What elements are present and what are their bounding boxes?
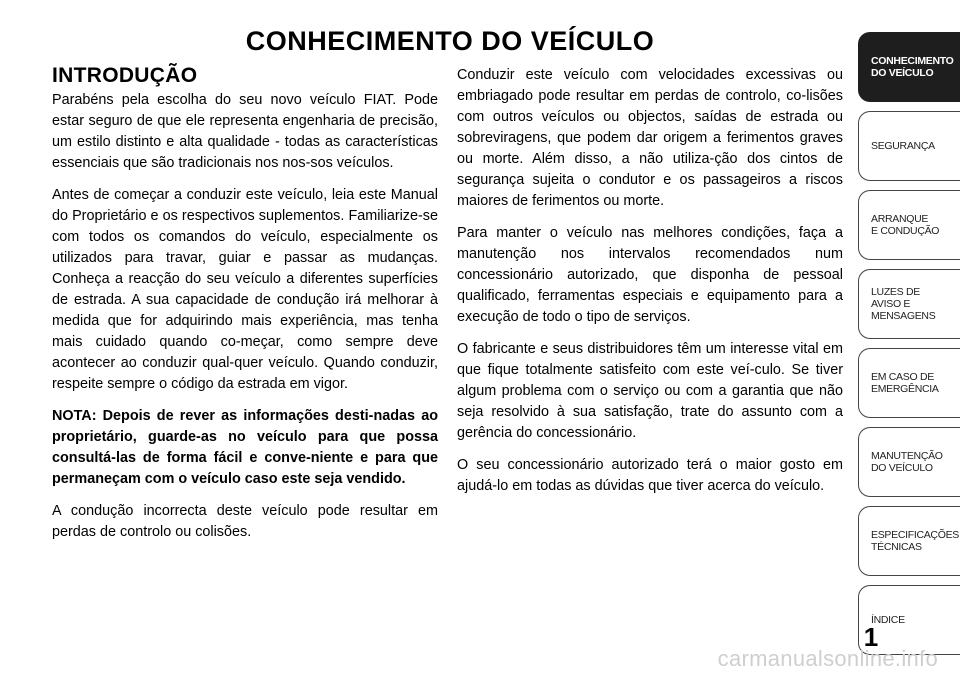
tab-conhecimento-do-veiculo[interactable]: CONHECIMENTO DO VEÍCULO [858, 32, 960, 102]
tab-arranque-e-conducao[interactable]: ARRANQUE E CONDUÇÃO [858, 190, 960, 260]
watermark: carmanualsonline.info [717, 646, 938, 671]
paragraph: O seu concessionário autorizado terá o maior gosto em ajudá-lo em todas as dúvidas que tiver acerca do veículo. [457, 457, 843, 494]
tab-luzes-de-aviso[interactable]: LUZES DE AVISO E MENSAGENS [858, 269, 960, 339]
page-title: CONHECIMENTO DO VEÍCULO [245, 26, 655, 56]
chapter-tabs [858, 32, 960, 664]
paragraph: A condução incorrecta deste veículo pode resultar em perdas de controlo ou colisões. [52, 503, 438, 540]
tab-seguranca[interactable]: SEGURANÇA [858, 111, 960, 181]
right-column [457, 65, 843, 508]
paragraph: Para manter o veículo nas melhores condições, faça a manutenção nos intervalos recomendados num concessionário autorizado, que disponha de pessoal qualificado, ferramentas especiais e equipamento para a execução de todo o tipo de serviços. [457, 225, 843, 325]
paragraph: Parabéns pela escolha do seu novo veículo FIAT. Pode estar seguro de que ele representa engenharia de precisão, um estilo distinto e alta qualidade - todas as características essenciais que são tradicionais nos nos-sos veículos. [52, 92, 438, 171]
left-column [52, 90, 438, 554]
tab-em-caso-de-emergencia[interactable]: EM CASO DE EMERGÊNCIA [858, 348, 960, 418]
note-paragraph: NOTA: Depois de rever as informações desti-nadas ao proprietário, guarde-as no veículo para que possa consultá-las de forma fácil e conve-niente e para que permaneçam com o veículo caso este seja vendido. [52, 408, 438, 487]
tab-manutencao-do-veiculo[interactable]: MANUTENÇÃO DO VEÍCULO [858, 427, 960, 497]
paragraph: Conduzir este veículo com velocidades excessivas ou embriagado pode resultar em perdas de controlo, co-lisões com outros veículos ou objectos, saídas de estrada ou sobreviragens, que podem dar origem a ferimentos graves ou morte. Além disso, a não utiliza-ção dos cintos de segurança sujeita o condutor e os passageiros a riscos maiores de ferimentos ou morte. [457, 67, 843, 209]
tab-especificacoes-tecnicas[interactable]: ESPECIFICAÇÕES TÉCNICAS [858, 506, 960, 576]
paragraph: Antes de começar a conduzir este veículo, leia este Manual do Proprietário e os respectivos suplementos. Familiarize-se com todos os comandos do veículo, especialmente os utilizados para travar, guiar e passar as mudanças. Conheça a reacção do seu veículo a diferentes superfícies de estrada. A sua capacidade de condução irá melhorar à medida que for adquirindo mais experiência, mas tenha mais cuidado quando co-meçar, como sempre deve acontecer ao conduzir qual-quer veículo. Quando conduzir, respeite sempre o código da estrada em vigor. [52, 187, 438, 392]
tab-indice[interactable]: ÍNDICE [858, 585, 960, 655]
paragraph: O fabricante e seus distribuidores têm um interesse vital em que fique totalmente satisfeito com este veí-culo. Se tiver algum problema com o serviço ou com a garantia que não seja resolvido à sua satisfação, trate do assunto com a gerência do concessionário. [457, 341, 843, 441]
section-heading: INTRODUÇÃO [52, 64, 198, 87]
page-number: 1 [863, 622, 879, 652]
